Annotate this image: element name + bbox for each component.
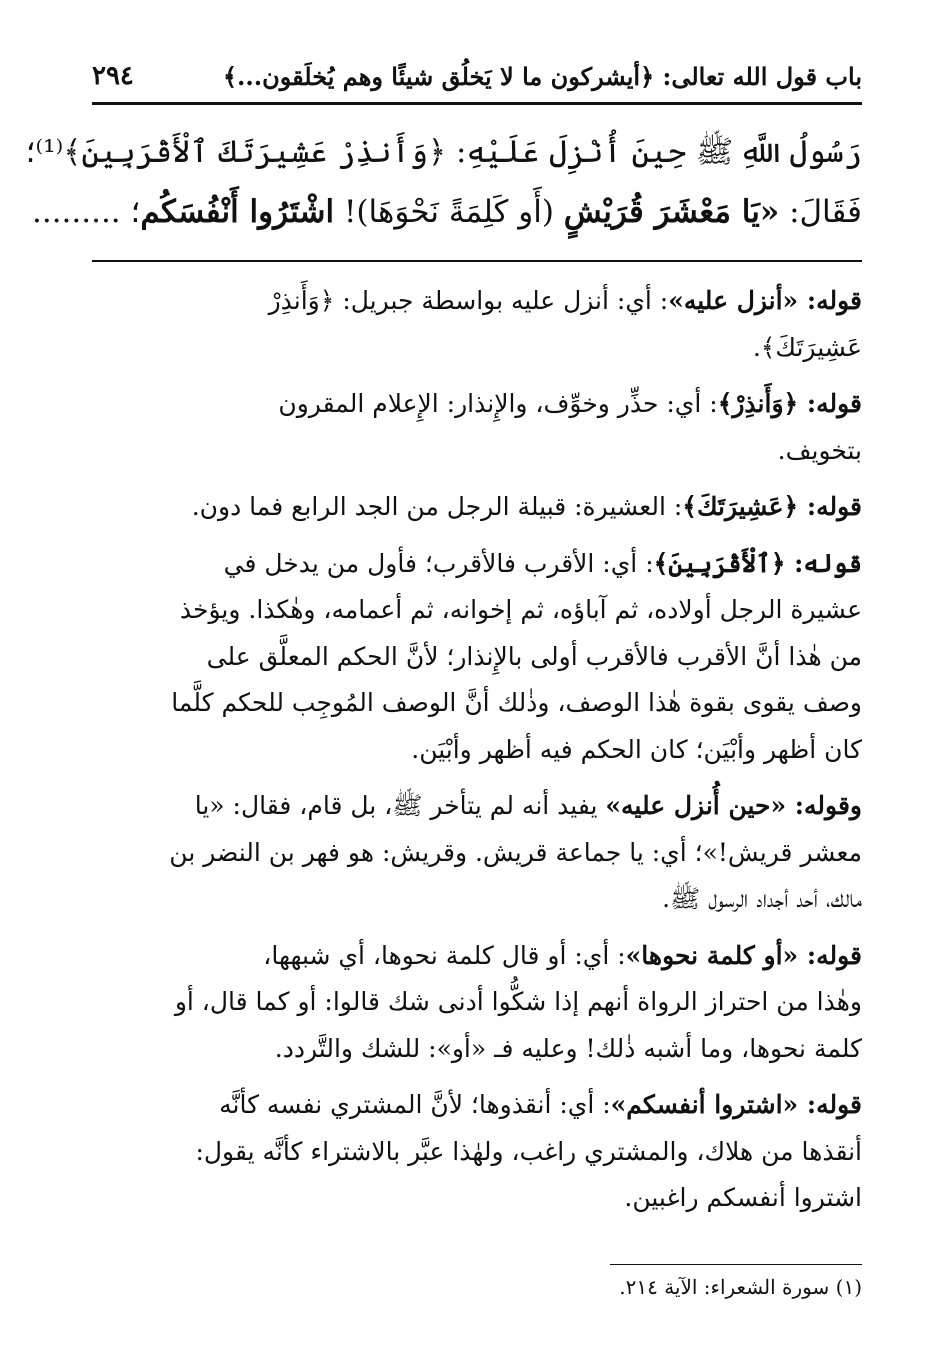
commentary	[92, 278, 862, 1232]
paragraph-text: : أي: حذِّر وخوِّف، والإِنذار: الإِعلام المقرون	[278, 389, 718, 418]
commentary-paragraph	[92, 484, 862, 531]
commentary-paragraph	[92, 1082, 862, 1222]
footnote-rule	[610, 1264, 862, 1265]
paragraph-line: اشتروا أنفسكم راغبين.	[624, 1183, 862, 1212]
paragraph-line: من هٰذا أنَّ الأقرب فالأقرب أولى بالإِنذار؛ لأنَّ الحكم المعلَّق على	[206, 641, 862, 671]
commentary-paragraph	[92, 278, 862, 371]
paragraph-keyword: قوله: ﴿وَأَنذِرْ﴾	[717, 389, 862, 418]
paragraph-line	[92, 484, 862, 531]
paragraph-line: عشيرة الرجل أولاده، ثم آباؤه، ثم إخوانه، ثم أعمامه، وهٰكذا. ويؤخذ	[179, 595, 862, 624]
paragraph-line	[92, 541, 862, 588]
paragraph-keyword: قوله: ﴿ٱلْأَقْرَبِينَ﴾	[653, 548, 862, 578]
footnote: (١) سورة الشعراء: الآية ٢١٤.	[619, 1275, 862, 1299]
paragraph-line: كان أظهر وأبْيَن؛ كان الحكم فيه أظهر وأبْيَن.	[411, 734, 862, 764]
paragraph-text: : أي: أنزل عليه بواسطة جبريل: ﴿وَأَنذِرْ	[268, 286, 669, 315]
paragraph-keyword: قوله: «اشتروا أنفسكم»	[610, 1090, 862, 1119]
hadith-text-segment: (أَو كَلِمَةً نَحْوَهَا)!	[334, 194, 564, 230]
page-header	[92, 52, 862, 100]
paragraph-keyword: وقوله: «حين أُنزل عليه»	[605, 791, 862, 820]
paragraph-line: أنقذها من هلاك، والمشتري راغب، ولهٰذا عبَّر بالاشتراء كأنَّه يقول:	[195, 1136, 862, 1166]
hadith-text-segment: ؛ .........	[31, 194, 141, 230]
paragraph-line	[92, 783, 862, 830]
commentary-paragraph	[92, 381, 862, 474]
running-title: باب قول الله تعالى: ﴿أيشركون ما لا يَخلُق شيئًا وهم يُخلَقون...﴾	[222, 61, 862, 91]
paragraph-line: وصف يقوى بقوة هٰذا الوصف، وذٰلك أنَّ الوصف المُوجِب للحكم كلَّما	[171, 688, 862, 717]
page-number: ٢٩٤	[92, 61, 134, 91]
commentary-paragraph	[92, 541, 862, 774]
commentary-paragraph	[92, 933, 862, 1073]
hadith-line-2	[31, 182, 862, 242]
hadith-text	[25, 122, 862, 242]
paragraph-text: يفيد أنه لم يتأخر ﷺ، بل قام، فقال: «يا	[194, 791, 606, 820]
header-rule	[92, 102, 862, 105]
commentary-paragraph	[92, 783, 862, 923]
paragraph-text: : أي: الأقرب فالأقرب؛ فأول من يدخل في	[223, 548, 654, 578]
hadith-bold-segment: «يَا مَعْشَرَ قُرَيْشٍ	[563, 194, 780, 230]
paragraph-keyword: قوله: «أو كلمة نحوها»	[625, 940, 862, 970]
paragraph-text: : أي: أنقذوها؛ لأنَّ المشتري نفسه كأنَّه	[219, 1090, 611, 1119]
hadith-bold-segment: اشْتَرُوا أَنْفُسَكُم	[140, 194, 335, 230]
paragraph-line	[92, 381, 862, 428]
hadith-separator-rule	[92, 260, 862, 262]
paragraph-line	[92, 1082, 862, 1129]
hadith-text-segment: فَقَالَ:	[779, 194, 862, 230]
paragraph-line: مالك، أحد أجداد الرسول ﷺ.	[662, 884, 862, 913]
hadith-line-1: رَسُولُ اللَّهِ ﷺ حِينَ أُنْزِلَ عَلَيْهِ: ﴿وَأَنذِرْ عَشِيرَتَكَ ٱلْأَقْرَبِينَ﴾⁽¹⁾؛	[25, 134, 862, 170]
paragraph-line: عَشِيرَتَكَ﴾.	[752, 332, 862, 362]
paragraph-line	[92, 933, 862, 980]
paragraph-line: كلمة نحوها، وما أشبه ذٰلك! وعليه فـ «أو»: للشك والتَّردد.	[274, 1033, 862, 1063]
paragraph-keyword: قوله: «أنزل عليه»	[668, 286, 862, 315]
paragraph-line: وهٰذا من احتراز الرواة أنهم إذا شكُّوا أدنى شك قالوا: أو كما قال، أو	[174, 987, 862, 1016]
paragraph-line	[92, 278, 862, 325]
paragraph-line: بتخويف.	[777, 435, 862, 465]
paragraph-text: : أي: أو قال كلمة نحوها، أي شبهها،	[263, 940, 626, 970]
paragraph-keyword: قوله: ﴿عَشِيرَتَكَ﴾	[682, 492, 862, 521]
paragraph-line: معشر قريش!»؛ أي: يا جماعة قريش. وقريش: هو فهر بن النضر بن	[169, 837, 862, 867]
paragraph-text: : العشيرة: قبيلة الرجل من الجد الرابع فما دون.	[191, 492, 683, 521]
